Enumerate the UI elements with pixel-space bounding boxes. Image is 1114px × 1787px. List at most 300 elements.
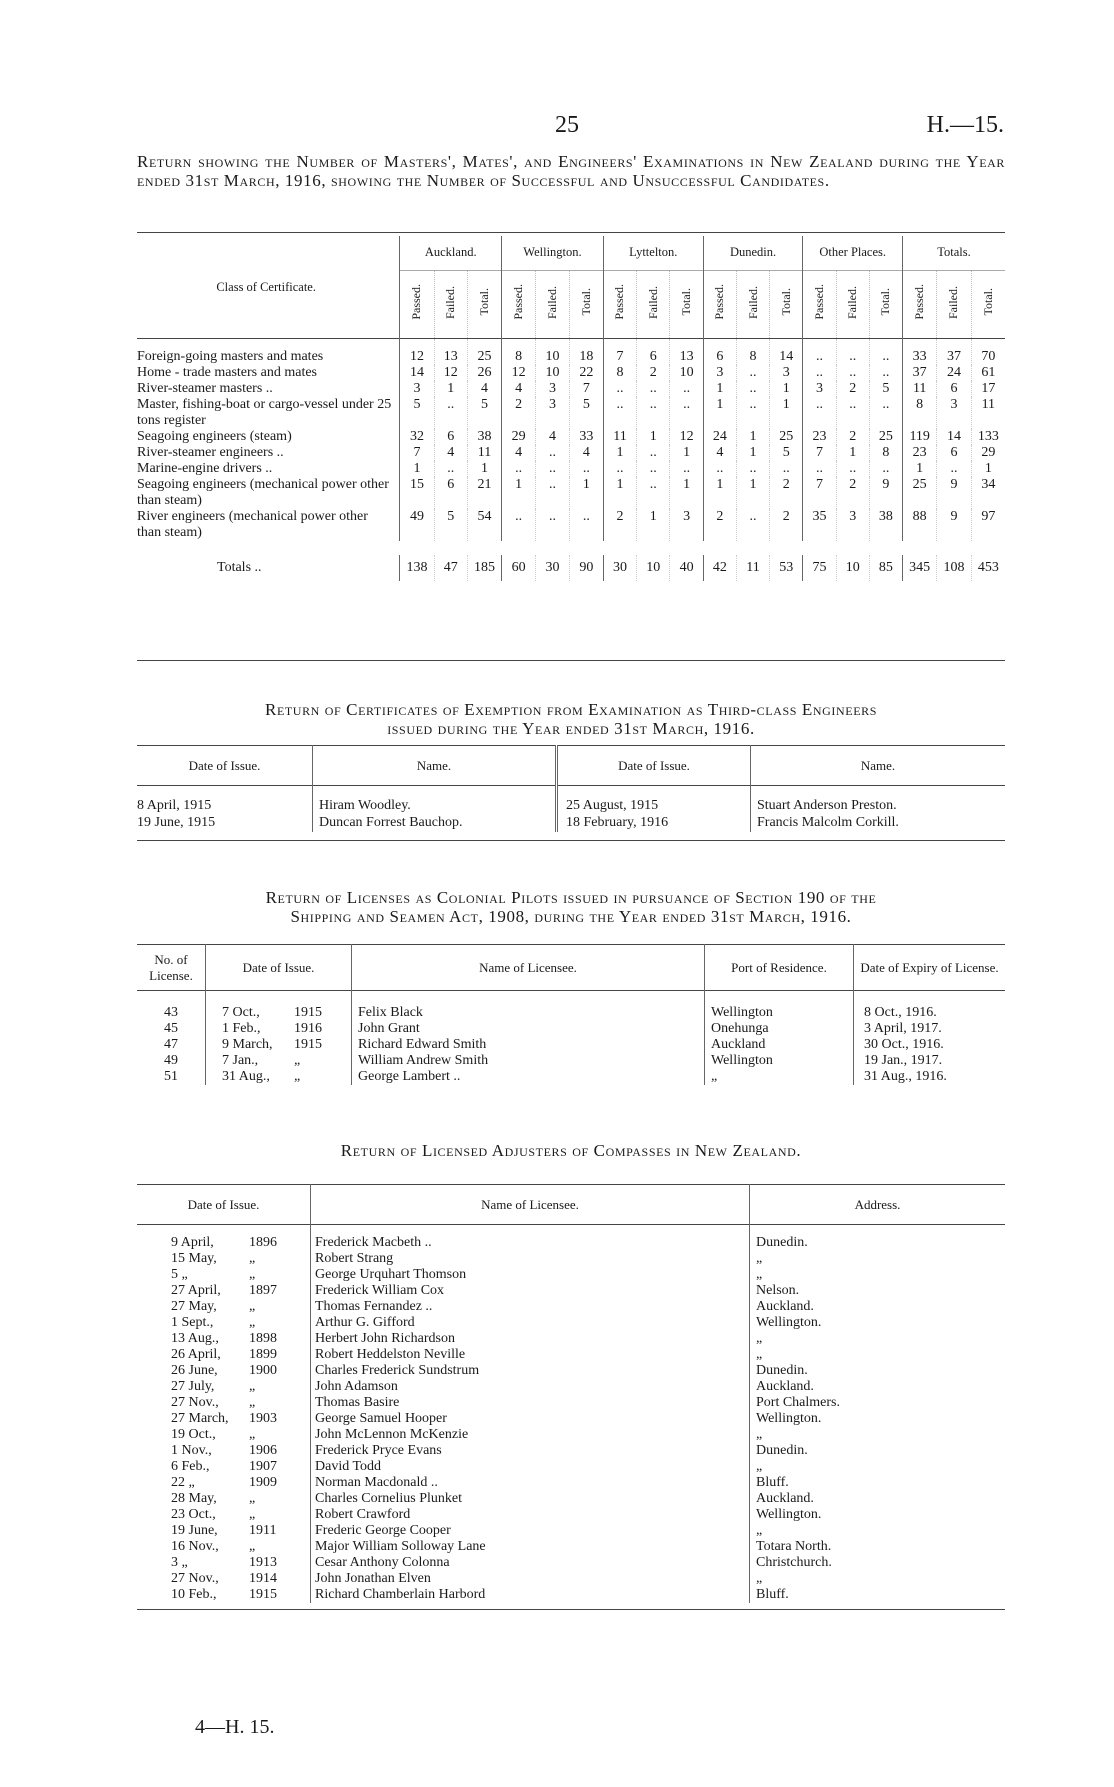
expiry-date: 8 Oct., 1916. xyxy=(854,991,1006,1022)
expiry-date: 3 April, 1917. xyxy=(854,1021,1006,1037)
address: „ xyxy=(750,1347,1006,1363)
col-date-header: Date of Issue. xyxy=(187,1196,260,1212)
licensee-name: Hiram Woodley. xyxy=(313,786,557,815)
issue-date-cell xyxy=(137,1395,311,1411)
issue-date-cell xyxy=(137,1363,311,1379)
cell-value: 4 xyxy=(536,429,570,445)
sub-header-label: Total. xyxy=(980,288,995,316)
sub-header-label: Failed. xyxy=(544,285,559,319)
table-row xyxy=(137,1021,1005,1037)
cell-value: 38 xyxy=(467,429,501,445)
cell-value: 3 xyxy=(836,509,869,541)
cell-value: 3 xyxy=(400,381,434,397)
issue-year: „ xyxy=(249,1267,256,1282)
table-row xyxy=(137,1459,1005,1475)
cell-value: 25 xyxy=(467,338,501,365)
col-address-header: Address. xyxy=(750,1185,1006,1225)
table-row xyxy=(137,1443,1005,1459)
cell-value: .. xyxy=(637,477,670,509)
sub-header-label: Passed. xyxy=(612,284,627,320)
cell-value: .. xyxy=(603,381,636,397)
cell-value: .. xyxy=(637,445,670,461)
licensee-name: Frederic George Cooper xyxy=(311,1523,750,1539)
exemption-table xyxy=(137,745,1005,841)
cell-value: 119 xyxy=(903,429,937,445)
class-header: Class of Certificate. xyxy=(216,279,316,294)
issue-date: 10 Feb., xyxy=(171,1587,217,1602)
issue-year: 1915 xyxy=(294,1005,322,1020)
total-value: 47 xyxy=(434,555,467,581)
total-value: 53 xyxy=(770,555,803,581)
total-value: 75 xyxy=(803,555,836,581)
address: Auckland. xyxy=(750,1379,1006,1395)
licensee-name: Frederick William Cox xyxy=(311,1283,750,1299)
table-row xyxy=(137,1315,1005,1331)
licensee-name: George Samuel Hooper xyxy=(311,1411,750,1427)
issue-date-cell xyxy=(137,1299,311,1315)
issue-date-cell xyxy=(137,1443,311,1459)
cell-value: .. xyxy=(736,509,769,541)
section2-title-line2: issued during the Year ended 31st March, 1916. xyxy=(387,719,755,738)
licensee-name: Herbert John Richardson xyxy=(311,1331,750,1347)
cell-value: .. xyxy=(434,461,467,477)
row-label: River-steamer masters .. xyxy=(137,380,273,396)
cell-value: 1 xyxy=(603,477,636,509)
row-label: Master, fishing-boat or cargo-vessel under 25 tons register xyxy=(137,396,392,428)
cell-value: 13 xyxy=(434,338,467,365)
cell-value: 3 xyxy=(536,397,570,429)
group-header: Lyttelton. xyxy=(603,236,703,270)
cell-value: 23 xyxy=(803,429,836,445)
section1-title: Return showing the Number of Masters', Mates', and Engineers' Examinations in New Zealand during the Year ended 31st March, 1916, showing the Number of Successful and Unsuccessful Candidates. xyxy=(137,152,1005,190)
cell-value: 23 xyxy=(903,445,937,461)
issue-year: 1896 xyxy=(249,1235,277,1250)
licensee-name: Robert Crawford xyxy=(311,1507,750,1523)
section2-title-line1: Return of Certificates of Exemption from Examination as Third-class Engineers xyxy=(265,700,877,719)
issue-date: 26 April, xyxy=(171,1347,221,1362)
cell-value: 3 xyxy=(803,381,836,397)
issue-date: 19 Oct., xyxy=(171,1427,216,1442)
col-date-header: Date of Issue. xyxy=(206,945,352,991)
table-row xyxy=(137,1283,1005,1299)
total-value: 10 xyxy=(836,555,869,581)
group-header: Wellington. xyxy=(502,236,604,270)
rule xyxy=(137,660,1005,661)
group-header: Totals. xyxy=(903,236,1005,270)
issue-date-cell xyxy=(206,991,352,1022)
cell-value: 3 xyxy=(670,509,703,541)
issue-date: 5 „ xyxy=(171,1267,188,1282)
col-expiry-header: Date of Expiry of License. xyxy=(854,945,1006,991)
sub-header-label: Total. xyxy=(778,288,793,316)
spacer-cell xyxy=(137,1603,1005,1609)
cell-value: 97 xyxy=(971,509,1005,541)
cell-value: 5 xyxy=(467,397,501,429)
cell-value: 8 xyxy=(903,397,937,429)
cell-value: 35 xyxy=(803,509,836,541)
table-row xyxy=(137,381,1005,397)
cell-value: 24 xyxy=(703,429,736,445)
cell-value: 9 xyxy=(869,477,902,509)
cell-value: 22 xyxy=(569,365,603,381)
cell-value: .. xyxy=(536,477,570,509)
cell-value: 11 xyxy=(903,381,937,397)
cell-value: 133 xyxy=(971,429,1005,445)
issue-date: 27 July, xyxy=(171,1379,215,1394)
issue-year: 1899 xyxy=(249,1347,277,1362)
cell-value: 88 xyxy=(903,509,937,541)
cell-value: 13 xyxy=(670,338,703,365)
cell-value: 4 xyxy=(502,381,536,397)
cell-value: 14 xyxy=(770,338,803,365)
license-number: 49 xyxy=(164,1053,178,1068)
issue-date-cell xyxy=(137,1587,311,1603)
cell-value: 14 xyxy=(400,365,434,381)
cell-value: .. xyxy=(502,461,536,477)
issue-year: „ xyxy=(294,1069,301,1084)
licensee-name: Stuart Anderson Preston. xyxy=(751,786,1006,815)
cell-value: 1 xyxy=(770,381,803,397)
sub-header-label: Passed. xyxy=(712,284,727,320)
cell-value: 8 xyxy=(502,338,536,365)
col-licensee-header: Name of Licensee. xyxy=(352,945,705,991)
examinations-table xyxy=(137,236,1005,581)
issue-year: „ xyxy=(249,1379,256,1394)
port-of-residence: Wellington xyxy=(705,1053,854,1069)
group-header: Dunedin. xyxy=(703,236,803,270)
cell-value: 9 xyxy=(937,477,971,509)
table-row xyxy=(137,1539,1005,1555)
spacer-row xyxy=(137,541,1005,555)
expiry-date: 31 Aug., 1916. xyxy=(854,1069,1006,1085)
table-row xyxy=(137,1251,1005,1267)
licensee-name: Norman Macdonald .. xyxy=(311,1475,750,1491)
licensee-name: Major William Solloway Lane xyxy=(311,1539,750,1555)
cell-value: 6 xyxy=(937,445,971,461)
address: Bluff. xyxy=(750,1475,1006,1491)
cell-value: 12 xyxy=(670,429,703,445)
group-header: Auckland. xyxy=(400,236,502,270)
issue-date-cell xyxy=(137,1331,311,1347)
sub-header xyxy=(937,270,971,338)
sub-header-label: Failed. xyxy=(645,285,660,319)
cell-value: .. xyxy=(836,461,869,477)
cell-value: .. xyxy=(536,445,570,461)
issue-date: 31 Aug., xyxy=(222,1069,270,1084)
cell-value: 29 xyxy=(971,445,1005,461)
expiry-date: 19 Jan., 1917. xyxy=(854,1053,1006,1069)
cell-value: 2 xyxy=(770,477,803,509)
cell-value: 9 xyxy=(937,509,971,541)
issue-date: 25 August, 1915 xyxy=(557,786,751,815)
table-row xyxy=(137,338,1005,365)
issue-date-cell xyxy=(206,1053,352,1069)
address: Christchurch. xyxy=(750,1555,1006,1571)
issue-date: 26 June, xyxy=(171,1363,218,1378)
address: „ xyxy=(750,1571,1006,1587)
sub-header xyxy=(569,270,603,338)
cell-value: 2 xyxy=(836,381,869,397)
cell-value: .. xyxy=(637,381,670,397)
sub-header xyxy=(803,270,836,338)
cell-value: 18 xyxy=(569,338,603,365)
issue-year: „ xyxy=(249,1507,256,1522)
cell-value: 5 xyxy=(569,397,603,429)
issue-year: 1900 xyxy=(249,1363,277,1378)
cell-value: 1 xyxy=(637,429,670,445)
licensee-name: Charles Frederick Sundstrum xyxy=(311,1363,750,1379)
issue-year: 1898 xyxy=(249,1331,277,1346)
cell-value: 1 xyxy=(603,445,636,461)
sub-header xyxy=(903,270,937,338)
issue-year: 1897 xyxy=(249,1283,277,1298)
issue-date: 7 Jan., xyxy=(222,1053,259,1068)
total-value: 185 xyxy=(467,555,501,581)
totals-label: Totals .. xyxy=(217,559,262,575)
totals-row xyxy=(137,555,1005,581)
cell-value: 10 xyxy=(670,365,703,381)
total-value: 85 xyxy=(869,555,902,581)
section3-title xyxy=(137,888,1005,926)
sub-header xyxy=(736,270,769,338)
issue-year: „ xyxy=(249,1395,256,1410)
port-of-residence: „ xyxy=(705,1069,854,1085)
cell-value: 1 xyxy=(400,461,434,477)
cell-value: .. xyxy=(836,365,869,381)
licensee-name: George Lambert .. xyxy=(352,1069,705,1085)
cell-value: 1 xyxy=(703,381,736,397)
licensee-name: George Urquhart Thomson xyxy=(311,1267,750,1283)
licensee-name: John Grant xyxy=(352,1021,705,1037)
cell-value: 6 xyxy=(434,429,467,445)
issue-date-cell xyxy=(137,1347,311,1363)
issue-year: 1909 xyxy=(249,1475,277,1490)
address: „ xyxy=(750,1459,1006,1475)
licensee-name: Frederick Pryce Evans xyxy=(311,1443,750,1459)
issue-date-cell xyxy=(137,1379,311,1395)
address: „ xyxy=(750,1251,1006,1267)
sub-header-label: Passed. xyxy=(811,284,826,320)
total-value: 30 xyxy=(536,555,570,581)
cell-value: 1 xyxy=(637,509,670,541)
licensee-name: Charles Cornelius Plunket xyxy=(311,1491,750,1507)
issue-year: 1914 xyxy=(249,1571,277,1586)
sub-header-label: Total. xyxy=(679,288,694,316)
rule xyxy=(137,232,1005,233)
cell-value: 1 xyxy=(703,477,736,509)
sub-header xyxy=(502,270,536,338)
issue-year: „ xyxy=(249,1491,256,1506)
table-row xyxy=(137,1523,1005,1539)
footer-signature: 4—H. 15. xyxy=(195,1716,275,1738)
cell-value: 2 xyxy=(703,509,736,541)
cell-value: 32 xyxy=(400,429,434,445)
licensee-name: David Todd xyxy=(311,1459,750,1475)
address: Wellington. xyxy=(750,1411,1006,1427)
issue-year: 1911 xyxy=(249,1523,277,1538)
license-number: 51 xyxy=(164,1069,178,1084)
cell-value: .. xyxy=(603,461,636,477)
port-of-residence: Auckland xyxy=(705,1037,854,1053)
issue-date: 27 April, xyxy=(171,1283,221,1298)
cell-value: .. xyxy=(670,397,703,429)
sub-header-label: Passed. xyxy=(912,284,927,320)
cell-value: 6 xyxy=(434,477,467,509)
cell-value: 25 xyxy=(869,429,902,445)
table-row xyxy=(137,1571,1005,1587)
issue-date: 1 Sept., xyxy=(171,1315,214,1330)
section2-title xyxy=(137,700,1005,738)
row-label: Seagoing engineers (steam) xyxy=(137,428,292,444)
cell-value: 21 xyxy=(467,477,501,509)
issue-year: 1907 xyxy=(249,1459,277,1474)
cell-value: .. xyxy=(434,397,467,429)
licensee-name: John Jonathan Elven xyxy=(311,1571,750,1587)
row-label: River-steamer engineers .. xyxy=(137,444,284,460)
sub-header-label: Failed. xyxy=(845,285,860,319)
total-value: 90 xyxy=(569,555,603,581)
issue-date-cell xyxy=(137,1491,311,1507)
pilots-table xyxy=(137,944,1005,1085)
table-row xyxy=(137,397,1005,429)
cell-value: 7 xyxy=(400,445,434,461)
sub-header xyxy=(536,270,570,338)
cell-value: 1 xyxy=(670,445,703,461)
port-of-residence: Onehunga xyxy=(705,1021,854,1037)
issue-date-cell xyxy=(137,1555,311,1571)
cell-value: 10 xyxy=(536,365,570,381)
sub-header-label: Failed. xyxy=(443,285,458,319)
cell-value: 1 xyxy=(569,477,603,509)
col-date-header: Date of Issue. xyxy=(557,746,751,786)
sub-header xyxy=(869,270,902,338)
sub-header-label: Total. xyxy=(476,288,491,316)
licensee-name: Felix Black xyxy=(352,991,705,1022)
cell-value: .. xyxy=(869,397,902,429)
table-row xyxy=(137,1037,1005,1053)
table-row xyxy=(137,1331,1005,1347)
spacer-row xyxy=(137,1603,1005,1609)
cell-value: 3 xyxy=(703,365,736,381)
total-value: 345 xyxy=(903,555,937,581)
total-value: 60 xyxy=(502,555,536,581)
cell-value: 1 xyxy=(434,381,467,397)
licensee-name: Francis Malcolm Corkill. xyxy=(751,814,1006,832)
table-row xyxy=(137,461,1005,477)
cell-value: 38 xyxy=(869,509,902,541)
cell-value: .. xyxy=(703,461,736,477)
issue-date: 27 Nov., xyxy=(171,1395,219,1410)
table-row xyxy=(137,1411,1005,1427)
cell-value: 4 xyxy=(502,445,536,461)
issue-date: 15 May, xyxy=(171,1251,217,1266)
cell-value: 5 xyxy=(869,381,902,397)
cell-value: 1 xyxy=(736,477,769,509)
table-row xyxy=(137,1299,1005,1315)
cell-value: 25 xyxy=(903,477,937,509)
cell-value: .. xyxy=(736,381,769,397)
issue-year: „ xyxy=(294,1053,301,1068)
cell-value: .. xyxy=(770,461,803,477)
cell-value: 11 xyxy=(603,429,636,445)
cell-value: 5 xyxy=(434,509,467,541)
total-value: 40 xyxy=(670,555,703,581)
address: Auckland. xyxy=(750,1491,1006,1507)
col-port-header: Port of Residence. xyxy=(705,945,854,991)
cell-value: 7 xyxy=(603,338,636,365)
table-row xyxy=(137,445,1005,461)
cell-value: 7 xyxy=(803,477,836,509)
cell-value: 11 xyxy=(971,397,1005,429)
address: „ xyxy=(750,1331,1006,1347)
address: Port Chalmers. xyxy=(750,1395,1006,1411)
cell-value: 3 xyxy=(937,397,971,429)
cell-value: 8 xyxy=(869,445,902,461)
total-value: 30 xyxy=(603,555,636,581)
cell-value: 4 xyxy=(467,381,501,397)
issue-date-cell xyxy=(137,1427,311,1443)
cell-value: 1 xyxy=(670,477,703,509)
cell-value: 26 xyxy=(467,365,501,381)
address: Wellington. xyxy=(750,1315,1006,1331)
table-row xyxy=(137,814,1005,832)
cell-value: .. xyxy=(670,381,703,397)
address: Wellington. xyxy=(750,1507,1006,1523)
table-row xyxy=(137,1427,1005,1443)
table-row xyxy=(137,786,1005,815)
licensee-name: Thomas Fernandez .. xyxy=(311,1299,750,1315)
table-row xyxy=(137,1363,1005,1379)
table-row xyxy=(137,509,1005,541)
issue-date-cell xyxy=(137,1283,311,1299)
cell-value: .. xyxy=(569,461,603,477)
licensee-name: Robert Heddelston Neville xyxy=(311,1347,750,1363)
col-name-header: Name. xyxy=(751,746,1006,786)
issue-year: 1913 xyxy=(249,1555,277,1570)
cell-value: .. xyxy=(803,397,836,429)
address: „ xyxy=(750,1267,1006,1283)
cell-value: 37 xyxy=(903,365,937,381)
table-row xyxy=(137,1587,1005,1603)
row-label: Home - trade masters and mates xyxy=(137,364,317,380)
issue-year: „ xyxy=(249,1315,256,1330)
cell-value: 1 xyxy=(971,461,1005,477)
table-row xyxy=(137,1555,1005,1571)
spacer-cell xyxy=(137,541,1005,555)
license-number: 45 xyxy=(164,1021,178,1036)
issue-date: 16 Nov., xyxy=(171,1539,219,1554)
licensee-name: Robert Strang xyxy=(311,1251,750,1267)
licensee-name: William Andrew Smith xyxy=(352,1053,705,1069)
address: Bluff. xyxy=(750,1587,1006,1603)
issue-date: 27 May, xyxy=(171,1299,217,1314)
licensee-name: John Adamson xyxy=(311,1379,750,1395)
cell-value: 6 xyxy=(637,338,670,365)
licensee-name: John McLennon McKenzie xyxy=(311,1427,750,1443)
sub-header-label: Failed. xyxy=(745,285,760,319)
issue-date-cell xyxy=(206,1037,352,1053)
licensee-name: Frederick Macbeth .. xyxy=(311,1225,750,1252)
cell-value: 4 xyxy=(434,445,467,461)
cell-value: 1 xyxy=(836,445,869,461)
cell-value: 24 xyxy=(937,365,971,381)
sub-header xyxy=(467,270,501,338)
cell-value: 25 xyxy=(770,429,803,445)
cell-value: 4 xyxy=(569,445,603,461)
row-label: Foreign-going masters and mates xyxy=(137,348,324,364)
port-of-residence: Wellington xyxy=(705,991,854,1022)
cell-value: 5 xyxy=(400,397,434,429)
